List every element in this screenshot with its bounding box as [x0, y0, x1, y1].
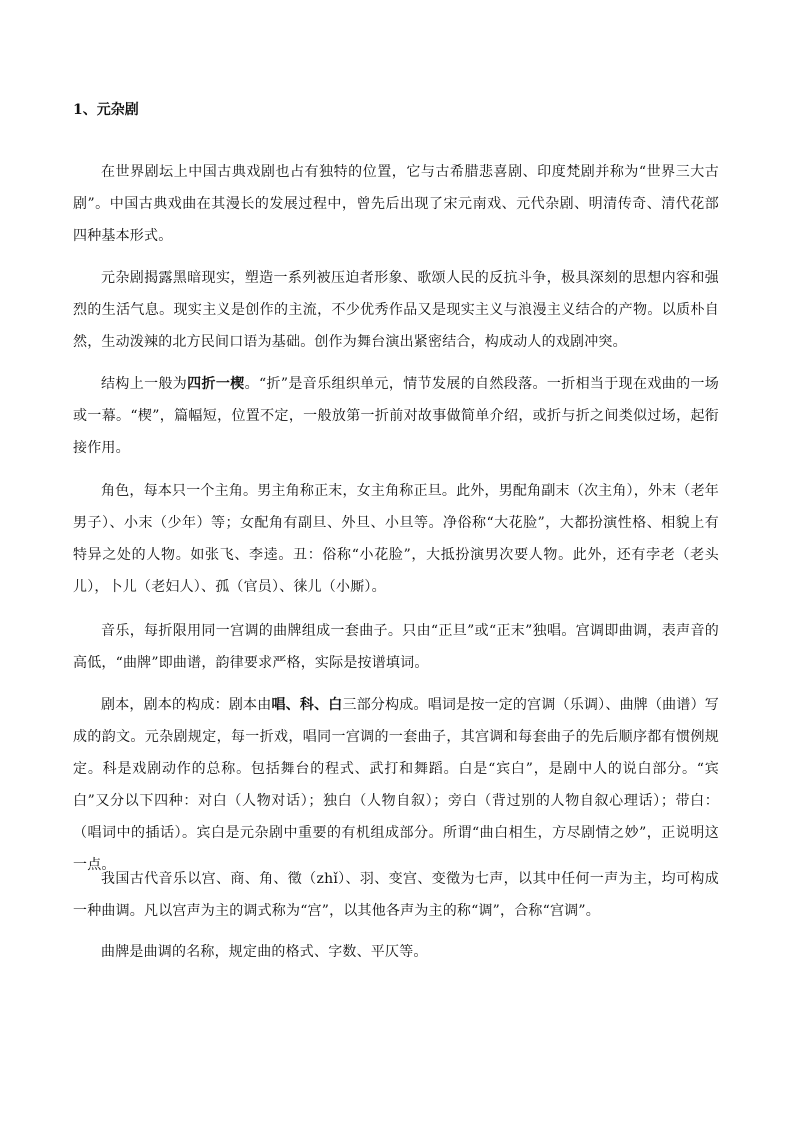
- paragraph-qupai: 曲牌是曲调的名称，规定曲的格式、字数、平仄等。: [101, 944, 428, 960]
- script-text-a: 剧本，剧本的构成：剧本由: [101, 697, 272, 713]
- structure-text-a: 结构上一般为: [101, 376, 188, 392]
- paragraph-structure: [73, 368, 719, 464]
- script-bold-term: 唱、科、白: [271, 697, 343, 713]
- paragraph-ancient-music: 我国古代音乐以宫、商、角、徵（zhǐ）、羽、变宫、变徵为七声，以其中任何一声为主，均可构成一种曲调。凡以宫声为主的调式称为“宫”，以其他各声为主的称“调”，合称“宫调”。: [73, 871, 719, 919]
- script-text-b: 三部分构成。唱词是按一定的宫调（乐调）、曲牌（曲谱）写成的韵文。元杂剧规定，每一折戏，唱同一宫调的一套曲子，其宫调和每套曲子的先后顺序都有惯例规定。科是戏剧动作的总称。包括舞台的程式、武打和舞蹈。白是“宾白”，是剧中人的说白部分。“宾白”又分以下四种：对白（人物对话）；独白（人物自叙）；旁白（背过别的人物自叙心理话）；带白：（唱词中的插话）。宾白是元杂剧中重要的有机组成部分。所谓“曲白相生，方尽剧情之妙”，正说明这一点。: [73, 697, 719, 873]
- paragraph-roles: 角色，每本只一个主角。男主角称正末，女主角称正旦。此外，男配角副末（次主角），外末（老年男子）、小末（少年）等；女配角有副旦、外旦、小旦等。净俗称“大花脸”，大都扮演性格、相貌上有特异之处的人物。如张飞、李逵。丑：俗称“小花脸”，大抵扮演男次要人物。此外，还有孛老（老头儿），卜儿（老妇人）、孤（官员）、徕儿（小厮）。: [73, 483, 719, 595]
- paragraph-content: 元杂剧揭露黑暗现实，塑造一系列被压迫者形象、歌颂人民的反抗斗争，极具深刻的思想内容和强烈的生活气息。现实主义是创作的主流，不少优秀作品又是现实主义与浪漫主义结合的产物。以质朴自然，生动泼辣的北方民间口语为基础。创作为舞台演出紧密结合，构成动人的戏剧冲突。: [73, 270, 719, 350]
- paragraph-script: [73, 689, 719, 881]
- structure-bold-term: 四折一楔: [187, 376, 245, 392]
- paragraph-intro: 在世界剧坛上中国古典戏剧也占有独特的位置，它与古希腊悲喜剧、印度梵剧并称为“世界三大古剧”。中国古典戏曲在其漫长的发展过程中，曾先后出现了宋元南戏、元代杂剧、明清传奇、清代花部四种基本形式。: [73, 164, 719, 244]
- structure-text-b: 。“折”是音乐组织单元，情节发展的自然段落。一折相当于现在戏曲的一场或一幕。“楔”，篇幅短，位置不定，一般放第一折前对故事做简单介绍，或折与折之间类似过场，起衔接作用。: [73, 376, 720, 456]
- section-heading: 1、元杂剧: [73, 102, 139, 118]
- paragraph-music: 音乐，每折限用同一宫调的曲牌组成一套曲子。只由“正旦”或“正末”独唱。宫调即曲调，表声音的高低，“曲牌”即曲谱，韵律要求严格，实际是按谱填词。: [73, 623, 719, 671]
